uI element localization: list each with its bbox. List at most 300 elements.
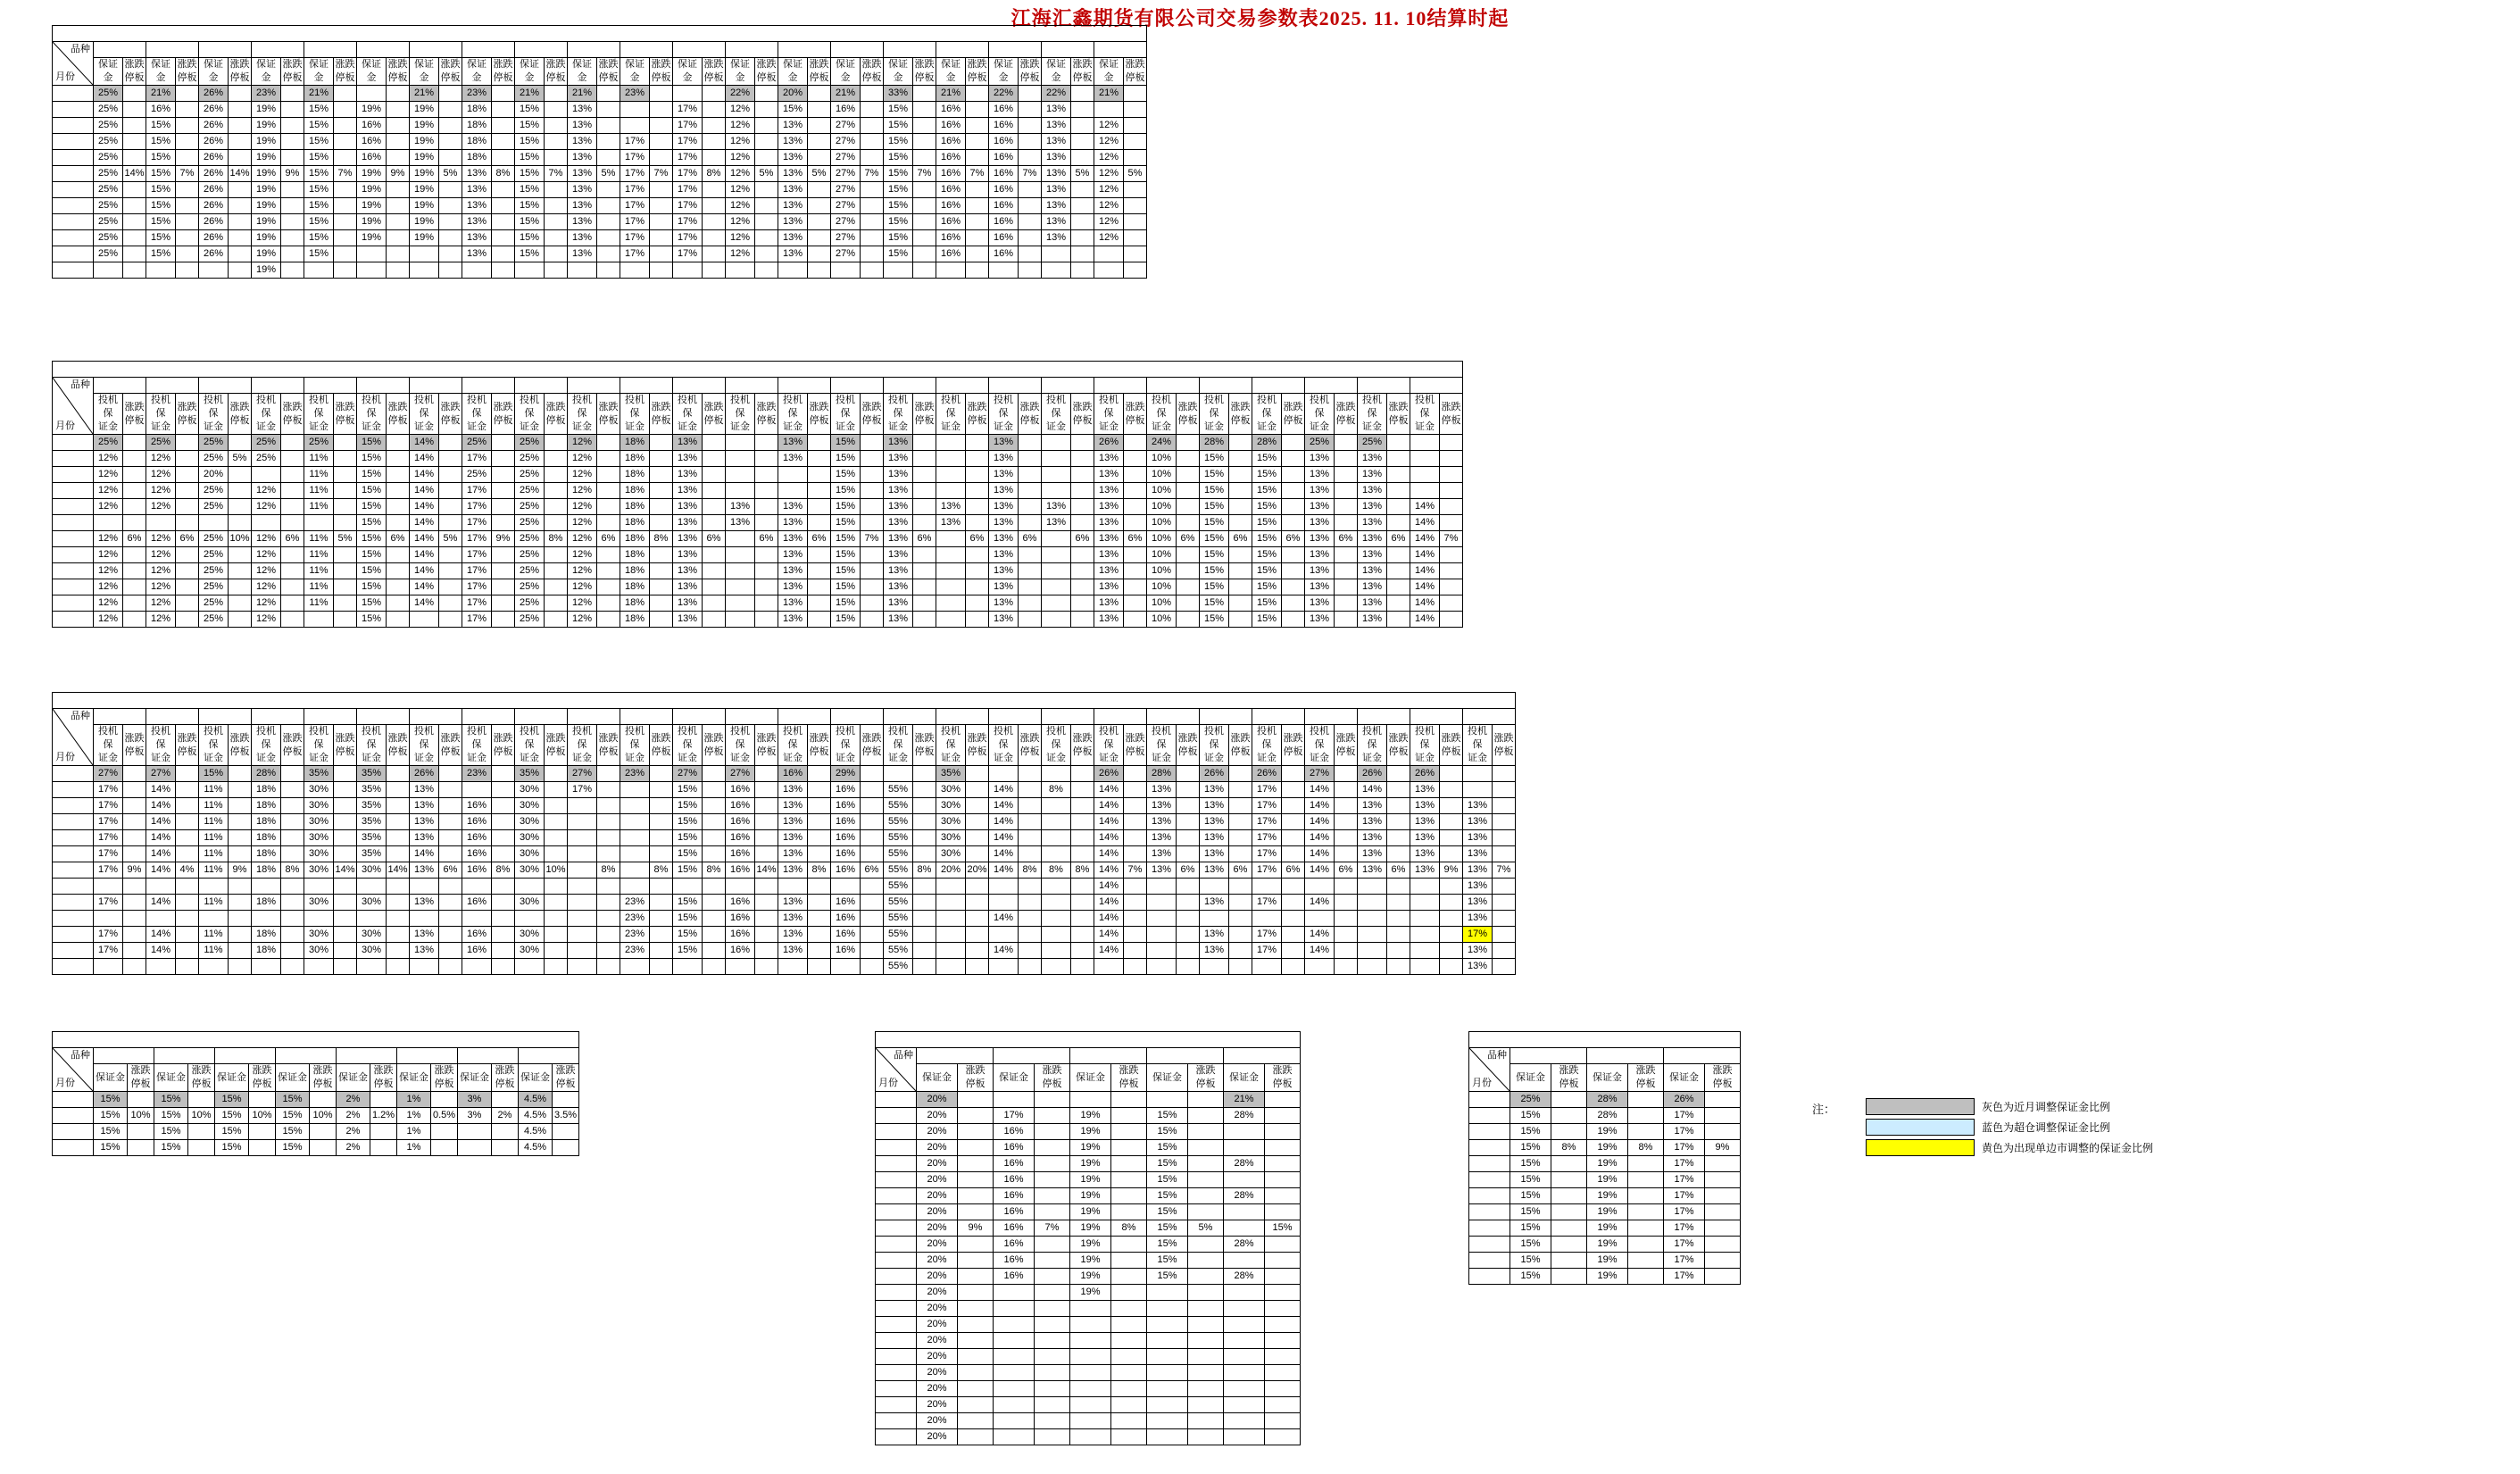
limit-cell xyxy=(387,102,410,118)
margin-cell: 14% xyxy=(146,895,176,911)
margin-cell: 17% xyxy=(1664,1220,1705,1237)
limit-cell: 5% xyxy=(229,451,252,467)
margin-cell: 18% xyxy=(620,499,650,515)
col-header-margin: 投机保 证金 xyxy=(94,394,123,435)
limit-cell: 6% xyxy=(861,862,884,879)
margin-cell: 12% xyxy=(568,531,597,547)
margin-cell: 13% xyxy=(1094,531,1124,547)
margin-cell: 13% xyxy=(1358,563,1387,579)
table-row xyxy=(53,134,1147,150)
limit-cell xyxy=(387,927,410,943)
margin-cell: 13% xyxy=(1042,214,1071,230)
margin-cell: 16% xyxy=(462,862,492,879)
margin-cell: 30% xyxy=(357,943,387,959)
limit-cell xyxy=(755,547,778,563)
margin-cell xyxy=(1147,1301,1188,1317)
margin-cell: 19% xyxy=(252,150,281,166)
margin-cell: 16% xyxy=(936,182,966,198)
limit-cell xyxy=(492,150,515,166)
margin-cell: 13% xyxy=(410,862,439,879)
limit-cell xyxy=(861,814,884,830)
limit-cell xyxy=(1440,547,1463,563)
limit-cell xyxy=(1335,563,1358,579)
limit-cell xyxy=(861,230,884,246)
limit-cell xyxy=(229,499,252,515)
col-header-margin: 保证金 xyxy=(154,1064,188,1092)
col-header-margin: 投机保 证金 xyxy=(252,394,281,435)
limit-cell xyxy=(439,595,462,612)
margin-cell: 14% xyxy=(1305,927,1335,943)
limit-cell xyxy=(281,262,304,279)
margin-cell xyxy=(1042,927,1071,943)
limit-cell xyxy=(1440,782,1463,798)
margin-cell xyxy=(1042,435,1071,451)
table-row xyxy=(1469,1092,1741,1108)
margin-cell xyxy=(1070,1333,1111,1349)
limit-cell xyxy=(1265,1365,1301,1381)
limit-cell xyxy=(650,766,673,782)
margin-cell: 25% xyxy=(94,435,123,451)
margin-cell: 15% xyxy=(1252,563,1282,579)
month-label xyxy=(876,1188,917,1204)
margin-cell: 15% xyxy=(1252,515,1282,531)
margin-cell: 12% xyxy=(1094,182,1124,198)
limit-cell xyxy=(1019,451,1042,467)
margin-cell: 12% xyxy=(568,435,597,451)
col-header-limit: 涨跌 停板 xyxy=(439,394,462,435)
limit-cell xyxy=(545,246,568,262)
limit-cell xyxy=(1282,563,1305,579)
margin-cell: 15% xyxy=(154,1108,188,1124)
product-header xyxy=(936,378,989,394)
margin-cell: 15% xyxy=(831,547,861,563)
limit-cell xyxy=(431,1140,458,1156)
col-header-limit: 涨跌 停板 xyxy=(1551,1064,1587,1092)
limit-cell xyxy=(281,830,304,846)
margin-cell xyxy=(410,246,439,262)
limit-cell xyxy=(755,150,778,166)
limit-cell xyxy=(1387,943,1410,959)
limit-cell xyxy=(249,1124,276,1140)
margin-cell: 14% xyxy=(1094,911,1124,927)
margin-cell: 16% xyxy=(462,943,492,959)
limit-cell xyxy=(1188,1253,1224,1269)
margin-cell: 12% xyxy=(94,612,123,628)
margin-cell: 28% xyxy=(1224,1269,1265,1285)
margin-cell: 11% xyxy=(199,782,229,798)
limit-cell xyxy=(1019,230,1042,246)
margin-cell: 14% xyxy=(1094,814,1124,830)
margin-cell: 13% xyxy=(778,531,808,547)
limit-cell: 5% xyxy=(597,166,620,182)
col-header-margin: 投机保 证金 xyxy=(831,394,861,435)
limit-cell: 5% xyxy=(439,531,462,547)
margin-cell: 20% xyxy=(917,1317,958,1333)
limit-cell xyxy=(1628,1188,1664,1204)
margin-cell: 20% xyxy=(917,1413,958,1429)
margin-cell: 26% xyxy=(410,766,439,782)
limit-cell xyxy=(1071,214,1094,230)
limit-cell xyxy=(387,766,410,782)
margin-cell: 26% xyxy=(1094,766,1124,782)
margin-cell: 15% xyxy=(146,150,176,166)
margin-cell: 12% xyxy=(726,246,755,262)
col-header-limit: 涨跌 停板 xyxy=(1440,394,1463,435)
limit-cell xyxy=(913,943,936,959)
col-header-margin: 保证金 xyxy=(1070,1064,1111,1092)
limit-cell xyxy=(703,230,726,246)
limit-cell: 7% xyxy=(1019,166,1042,182)
margin-cell: 13% xyxy=(1094,483,1124,499)
margin-cell: 13% xyxy=(778,846,808,862)
corner-header-czce xyxy=(53,709,94,766)
limit-cell xyxy=(229,579,252,595)
table-row xyxy=(53,515,1463,531)
margin-cell: 15% xyxy=(673,927,703,943)
margin-cell: 25% xyxy=(515,563,545,579)
limit-cell xyxy=(1019,814,1042,830)
limit-cell xyxy=(913,102,936,118)
table-row xyxy=(876,1413,1301,1429)
margin-cell xyxy=(1224,1285,1265,1301)
margin-cell xyxy=(304,612,334,628)
limit-cell xyxy=(1019,150,1042,166)
margin-cell xyxy=(884,766,913,782)
limit-cell xyxy=(703,612,726,628)
limit-cell xyxy=(1019,182,1042,198)
limit-cell xyxy=(1551,1124,1587,1140)
margin-cell xyxy=(1224,1204,1265,1220)
table-row xyxy=(53,214,1147,230)
limit-cell xyxy=(703,563,726,579)
margin-cell: 18% xyxy=(252,895,281,911)
limit-cell xyxy=(176,612,199,628)
col-header-limit: 涨跌 停板 xyxy=(958,1064,994,1092)
col-header-limit: 涨跌 停板 xyxy=(176,58,199,86)
limit-cell xyxy=(387,612,410,628)
limit-cell xyxy=(1551,1220,1587,1237)
limit-cell xyxy=(1071,846,1094,862)
limit-cell: 7% xyxy=(176,166,199,182)
limit-cell xyxy=(913,467,936,483)
margin-cell xyxy=(94,959,123,975)
limit-cell xyxy=(597,911,620,927)
margin-cell xyxy=(1224,1333,1265,1349)
margin-cell xyxy=(1042,766,1071,782)
col-header-margin: 投机保 证金 xyxy=(1094,725,1124,766)
limit-cell xyxy=(123,150,146,166)
margin-cell: 13% xyxy=(1200,814,1229,830)
limit-cell xyxy=(703,846,726,862)
margin-cell xyxy=(1042,467,1071,483)
margin-cell: 15% xyxy=(146,134,176,150)
limit-cell xyxy=(1440,911,1463,927)
limit-cell xyxy=(1335,483,1358,499)
limit-cell: 14% xyxy=(755,862,778,879)
margin-cell: 14% xyxy=(410,579,439,595)
limit-cell xyxy=(808,118,831,134)
limit-cell xyxy=(439,435,462,451)
legend-item xyxy=(1866,1098,2153,1115)
exchange-block-ine xyxy=(875,1031,1301,1445)
col-header-margin: 投机保 证金 xyxy=(1410,394,1440,435)
margin-cell: 17% xyxy=(673,182,703,198)
limit-cell xyxy=(545,782,568,798)
limit-cell xyxy=(913,846,936,862)
limit-cell xyxy=(808,547,831,563)
margin-cell: 13% xyxy=(989,547,1019,563)
header-month: 月份 xyxy=(55,421,75,431)
limit-cell xyxy=(1111,1156,1147,1172)
margin-cell: 35% xyxy=(936,766,966,782)
limit-cell xyxy=(1493,959,1516,975)
product-header xyxy=(884,709,936,725)
margin-cell: 13% xyxy=(989,451,1019,467)
margin-cell: 10% xyxy=(1147,531,1177,547)
margin-cell: 27% xyxy=(831,246,861,262)
limit-cell xyxy=(755,451,778,467)
limit-cell xyxy=(492,1092,519,1108)
limit-cell xyxy=(755,595,778,612)
limit-cell xyxy=(1019,483,1042,499)
limit-cell xyxy=(958,1269,994,1285)
limit-cell xyxy=(545,118,568,134)
limit-cell: 8% xyxy=(703,862,726,879)
margin-cell: 23% xyxy=(252,86,281,102)
limit-cell xyxy=(387,150,410,166)
margin-cell: 21% xyxy=(1094,86,1124,102)
limit-cell xyxy=(1019,86,1042,102)
margin-cell xyxy=(1463,766,1493,782)
margin-cell xyxy=(1042,814,1071,830)
limit-cell xyxy=(1282,911,1305,927)
limit-cell xyxy=(650,846,673,862)
margin-cell: 15% xyxy=(673,862,703,879)
limit-cell xyxy=(1124,102,1147,118)
limit-cell xyxy=(703,150,726,166)
margin-cell: 13% xyxy=(1305,467,1335,483)
margin-cell: 14% xyxy=(410,595,439,612)
margin-cell: 17% xyxy=(620,246,650,262)
limit-cell: 7% xyxy=(861,531,884,547)
month-label xyxy=(876,1124,917,1140)
margin-cell xyxy=(1224,1301,1265,1317)
limit-cell xyxy=(703,830,726,846)
limit-cell xyxy=(1493,895,1516,911)
limit-cell: 14% xyxy=(229,166,252,182)
limit-cell xyxy=(1035,1172,1070,1188)
margin-cell xyxy=(146,959,176,975)
limit-cell xyxy=(1124,798,1147,814)
month-label xyxy=(53,612,94,628)
limit-cell xyxy=(1551,1253,1587,1269)
margin-cell: 15% xyxy=(515,230,545,246)
limit-cell: 6% xyxy=(387,531,410,547)
margin-cell: 15% xyxy=(304,230,334,246)
margin-cell: 23% xyxy=(620,766,650,782)
margin-cell xyxy=(515,879,545,895)
month-label xyxy=(1469,1172,1510,1188)
limit-cell: 10% xyxy=(545,862,568,879)
margin-cell: 20% xyxy=(917,1172,958,1188)
limit-cell xyxy=(808,499,831,515)
limit-cell xyxy=(703,102,726,118)
margin-cell: 21% xyxy=(304,86,334,102)
product-header xyxy=(337,1048,397,1064)
exchange-title-ine xyxy=(876,1032,1301,1048)
margin-cell: 12% xyxy=(1094,134,1124,150)
limit-cell xyxy=(1387,499,1410,515)
limit-cell xyxy=(1440,846,1463,862)
table-row xyxy=(1469,1269,1741,1285)
product-header xyxy=(778,709,831,725)
margin-cell xyxy=(1094,246,1124,262)
margin-cell xyxy=(94,911,123,927)
product-header xyxy=(1305,709,1358,725)
margin-cell: 25% xyxy=(515,547,545,563)
margin-cell xyxy=(620,862,650,879)
margin-cell xyxy=(1200,959,1229,975)
margin-cell: 11% xyxy=(304,499,334,515)
limit-cell xyxy=(755,230,778,246)
margin-cell: 13% xyxy=(778,150,808,166)
margin-cell xyxy=(936,943,966,959)
margin-cell: 13% xyxy=(1463,862,1493,879)
limit-cell xyxy=(492,118,515,134)
limit-cell: 9% xyxy=(958,1220,994,1237)
limit-cell xyxy=(229,895,252,911)
table-gfex xyxy=(1468,1031,1741,1285)
margin-cell xyxy=(1358,927,1387,943)
limit-cell xyxy=(913,595,936,612)
margin-cell xyxy=(1070,1317,1111,1333)
table-row xyxy=(876,1124,1301,1140)
margin-cell: 25% xyxy=(94,182,123,198)
margin-cell: 15% xyxy=(515,198,545,214)
margin-cell: 13% xyxy=(1094,595,1124,612)
margin-cell: 13% xyxy=(1042,499,1071,515)
margin-cell xyxy=(462,879,492,895)
margin-cell xyxy=(1042,262,1071,279)
col-header-margin: 保证金 xyxy=(146,58,176,86)
limit-cell xyxy=(229,782,252,798)
limit-cell xyxy=(553,1092,579,1108)
margin-cell xyxy=(726,959,755,975)
margin-cell: 13% xyxy=(1094,515,1124,531)
margin-cell: 22% xyxy=(726,86,755,102)
limit-cell xyxy=(439,563,462,579)
product-header xyxy=(1305,378,1358,394)
limit-cell xyxy=(966,927,989,943)
col-header-limit: 涨跌 停板 xyxy=(553,1064,579,1092)
limit-cell xyxy=(1229,798,1252,814)
margin-cell: 13% xyxy=(462,246,492,262)
limit-cell xyxy=(861,246,884,262)
limit-cell xyxy=(387,595,410,612)
product-header xyxy=(357,709,410,725)
margin-cell: 23% xyxy=(620,895,650,911)
limit-cell xyxy=(755,943,778,959)
limit-cell xyxy=(913,830,936,846)
limit-cell: 6% xyxy=(1177,531,1200,547)
margin-cell: 17% xyxy=(462,547,492,563)
limit-cell xyxy=(597,483,620,499)
margin-cell: 12% xyxy=(726,102,755,118)
limit-cell xyxy=(913,435,936,451)
table-row xyxy=(53,262,1147,279)
table-row xyxy=(53,911,1516,927)
margin-cell: 16% xyxy=(726,846,755,862)
limit-cell: 6% xyxy=(1335,531,1358,547)
limit-cell xyxy=(597,246,620,262)
limit-cell xyxy=(1035,1301,1070,1317)
col-header-margin: 投机保 证金 xyxy=(462,394,492,435)
limit-cell xyxy=(1387,814,1410,830)
margin-cell: 13% xyxy=(778,814,808,830)
margin-cell: 14% xyxy=(1410,547,1440,563)
margin-cell: 13% xyxy=(673,467,703,483)
margin-cell: 16% xyxy=(994,1269,1035,1285)
product-header xyxy=(519,1048,579,1064)
margin-cell: 16% xyxy=(994,1220,1035,1237)
margin-cell: 15% xyxy=(673,895,703,911)
margin-cell: 14% xyxy=(1410,595,1440,612)
margin-cell: 10% xyxy=(1147,467,1177,483)
margin-cell xyxy=(1147,895,1177,911)
margin-cell: 25% xyxy=(515,435,545,451)
limit-cell xyxy=(1177,959,1200,975)
margin-cell: 55% xyxy=(884,798,913,814)
margin-cell: 13% xyxy=(778,230,808,246)
month-label xyxy=(53,782,94,798)
margin-cell xyxy=(568,814,597,830)
limit-cell xyxy=(439,814,462,830)
month-label xyxy=(53,515,94,531)
margin-cell xyxy=(1070,1413,1111,1429)
margin-cell: 13% xyxy=(1358,798,1387,814)
limit-cell xyxy=(545,798,568,814)
limit-cell xyxy=(1229,499,1252,515)
margin-cell: 13% xyxy=(778,118,808,134)
product-header xyxy=(1094,378,1147,394)
margin-cell xyxy=(831,879,861,895)
product-header xyxy=(154,1048,215,1064)
margin-cell: 16% xyxy=(726,943,755,959)
limit-cell xyxy=(545,879,568,895)
margin-cell xyxy=(1042,959,1071,975)
limit-cell xyxy=(1335,595,1358,612)
limit-cell xyxy=(176,102,199,118)
limit-cell xyxy=(1551,1108,1587,1124)
limit-cell xyxy=(597,579,620,595)
col-header-limit: 涨跌 停板 xyxy=(1177,394,1200,435)
product-header xyxy=(304,709,357,725)
margin-cell: 26% xyxy=(199,118,229,134)
col-header-limit: 涨跌 停板 xyxy=(1071,725,1094,766)
limit-cell xyxy=(387,814,410,830)
limit-cell xyxy=(1177,895,1200,911)
limit-cell xyxy=(755,579,778,595)
limit-cell xyxy=(861,943,884,959)
margin-cell: 13% xyxy=(778,547,808,563)
limit-cell xyxy=(755,563,778,579)
margin-cell: 15% xyxy=(94,1140,128,1156)
margin-cell: 19% xyxy=(252,166,281,182)
margin-cell: 17% xyxy=(94,895,123,911)
limit-cell xyxy=(334,814,357,830)
limit-cell xyxy=(1111,1397,1147,1413)
limit-cell xyxy=(1440,927,1463,943)
